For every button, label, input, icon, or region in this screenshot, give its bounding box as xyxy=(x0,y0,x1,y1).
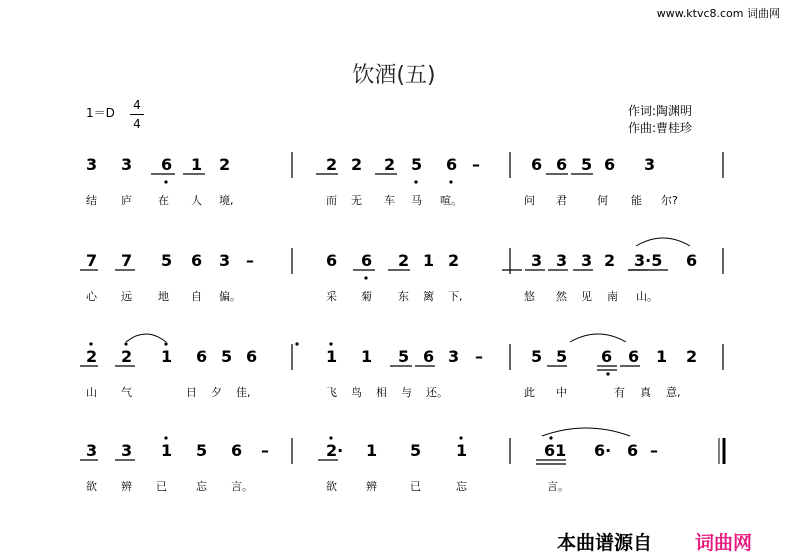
octave-dot xyxy=(164,180,167,183)
key-signature: 1＝D xyxy=(86,106,115,120)
note: 6 xyxy=(446,155,458,174)
slur xyxy=(636,238,690,246)
note: 3 xyxy=(556,251,568,270)
site-watermark: www.ktvc8.com 词曲网 xyxy=(656,7,780,20)
note: 6 xyxy=(191,251,203,270)
note: 5 xyxy=(581,155,593,174)
note: 3 xyxy=(121,155,133,174)
note: 6· xyxy=(594,441,612,460)
lyric: 忘 xyxy=(456,480,467,493)
note: 6 xyxy=(556,155,568,174)
note: 6 xyxy=(423,347,435,366)
note: – xyxy=(246,251,254,270)
footer-site: 词曲网 xyxy=(695,532,753,554)
octave-dot xyxy=(164,342,167,345)
note: 1 xyxy=(366,441,378,460)
note: 5 xyxy=(221,347,233,366)
lyric: 山 xyxy=(86,386,97,399)
note: 5 xyxy=(410,441,422,460)
note: 2 xyxy=(448,251,460,270)
note: 2· xyxy=(326,441,344,460)
octave-dot xyxy=(124,342,127,345)
lyric: 意, xyxy=(666,386,681,399)
note: 5 xyxy=(531,347,543,366)
lyric: 有 xyxy=(614,386,625,399)
lyric: 言。 xyxy=(547,480,569,493)
note: 2 xyxy=(398,251,410,270)
lyric: 悠 xyxy=(524,290,535,303)
octave-dot xyxy=(329,342,332,345)
lyric: 君 xyxy=(556,194,567,207)
note: 2 xyxy=(686,347,698,366)
note: 2 xyxy=(351,155,363,174)
slur xyxy=(542,428,630,436)
octave-dot xyxy=(449,180,452,183)
lyric: 日 xyxy=(186,386,197,399)
note: 1 xyxy=(456,441,468,460)
lyric: 相 xyxy=(376,386,387,399)
lyric: 偏。 xyxy=(219,290,241,303)
lyric: 已 xyxy=(156,480,167,493)
time-sig-bottom: 4 xyxy=(133,117,141,131)
lyric: 山。 xyxy=(636,290,658,303)
note: 6 xyxy=(231,441,243,460)
octave-dot xyxy=(364,276,367,279)
note: 6 xyxy=(601,347,613,366)
lyric: 中 xyxy=(556,386,567,399)
note: – xyxy=(475,347,483,366)
note: 3 xyxy=(121,441,133,460)
note: 6 xyxy=(627,441,639,460)
note: – xyxy=(261,441,269,460)
lyric: 与 xyxy=(401,386,412,399)
note: 7 xyxy=(86,251,98,270)
note: 3 xyxy=(531,251,543,270)
note: 2 xyxy=(604,251,616,270)
note: 3 xyxy=(448,347,460,366)
lyric: 言。 xyxy=(231,480,253,493)
slur xyxy=(570,334,626,342)
note: 6 xyxy=(246,347,258,366)
lyric: 夕 xyxy=(211,386,222,399)
octave-dot xyxy=(164,436,167,439)
lyric: 鸟 xyxy=(351,386,362,399)
note: 1 xyxy=(656,347,668,366)
note: 5 xyxy=(411,155,423,174)
note: 5 xyxy=(196,441,208,460)
lyric: 尔? xyxy=(661,194,678,207)
lyric: 下, xyxy=(448,290,463,303)
lyric: 在 xyxy=(158,194,169,207)
note: 3 xyxy=(644,155,656,174)
note: 3 xyxy=(219,251,231,270)
lyric: 菊 xyxy=(361,290,372,303)
lyric: 何 xyxy=(597,194,608,207)
note: 2 xyxy=(219,155,231,174)
lyric: 能 xyxy=(631,194,642,207)
note: 3 xyxy=(86,441,98,460)
octave-dot xyxy=(414,180,417,183)
note: 6 xyxy=(361,251,373,270)
lyric: 东 xyxy=(398,290,409,303)
note: 1 xyxy=(161,347,173,366)
octave-dot xyxy=(295,342,298,345)
lyric: 喧。 xyxy=(440,194,462,207)
note: 5 xyxy=(161,251,173,270)
lyric: 忘 xyxy=(196,480,207,493)
note: 6 xyxy=(161,155,173,174)
note: 6 xyxy=(531,155,543,174)
note: 6 xyxy=(686,251,698,270)
lyric: 已 xyxy=(410,480,421,493)
lyric: 结 xyxy=(86,194,97,207)
lyric: 自 xyxy=(191,290,202,303)
lyric: 而 xyxy=(326,194,337,207)
note: 5 xyxy=(556,347,568,366)
note: 1 xyxy=(326,347,338,366)
lyric: 马 xyxy=(411,194,422,207)
lyric: 境, xyxy=(219,194,234,207)
lyric: 气 xyxy=(121,386,132,399)
note: 6 xyxy=(628,347,640,366)
note: 5 xyxy=(398,347,410,366)
lyric: 无 xyxy=(351,194,362,207)
note: 1 xyxy=(161,441,173,460)
lyric: 辨 xyxy=(121,480,132,493)
octave-dot xyxy=(459,436,462,439)
page-title: 饮酒(五) xyxy=(352,63,436,88)
note: 3 xyxy=(581,251,593,270)
note: 1 xyxy=(423,251,435,270)
note: 2 xyxy=(384,155,396,174)
lyric: 还。 xyxy=(426,386,448,399)
note: 2 xyxy=(86,347,98,366)
octave-dot xyxy=(606,372,609,375)
slur xyxy=(126,334,166,342)
octave-dot xyxy=(329,436,332,439)
note: 1 xyxy=(361,347,373,366)
note: 3 xyxy=(86,155,98,174)
lyric: 南 xyxy=(607,290,618,303)
octave-dot xyxy=(89,342,92,345)
lyric: 心 xyxy=(86,290,97,303)
note: 2 xyxy=(121,347,133,366)
note: 6 xyxy=(604,155,616,174)
lyric: 庐 xyxy=(121,194,132,207)
lyric: 篱 xyxy=(423,290,434,303)
lyric: 辨 xyxy=(366,480,377,493)
note: 6 xyxy=(196,347,208,366)
note: – xyxy=(472,155,480,174)
lyricist-credit: 作词:陶渊明 xyxy=(628,104,693,118)
lyric: 车 xyxy=(384,194,395,207)
note: 3·5 xyxy=(634,251,663,270)
lyric: 此 xyxy=(524,386,535,399)
note: 1 xyxy=(191,155,203,174)
lyric: 欲 xyxy=(326,480,337,493)
note: 2 xyxy=(326,155,338,174)
lyric: 问 xyxy=(524,194,535,207)
lyric: 欲 xyxy=(86,480,97,493)
lyric: 佳, xyxy=(236,386,251,399)
lyric: 真 xyxy=(640,386,651,399)
footer-source: 本曲谱源自 xyxy=(557,532,653,554)
octave-dot xyxy=(549,436,552,439)
lyric: 见 xyxy=(581,290,592,303)
lyric: 然 xyxy=(556,290,567,303)
composer-credit: 作曲:曹桂珍 xyxy=(628,121,693,135)
note: – xyxy=(650,441,658,460)
time-sig-top: 4 xyxy=(130,96,144,115)
note: 61 xyxy=(544,441,567,460)
lyric: 飞 xyxy=(326,386,337,399)
lyric: 地 xyxy=(158,290,169,303)
lyric: 人 xyxy=(191,194,202,207)
lyric: 采 xyxy=(326,290,337,303)
note: 7 xyxy=(121,251,133,270)
note: 6 xyxy=(326,251,338,270)
lyric: 远 xyxy=(121,290,132,303)
